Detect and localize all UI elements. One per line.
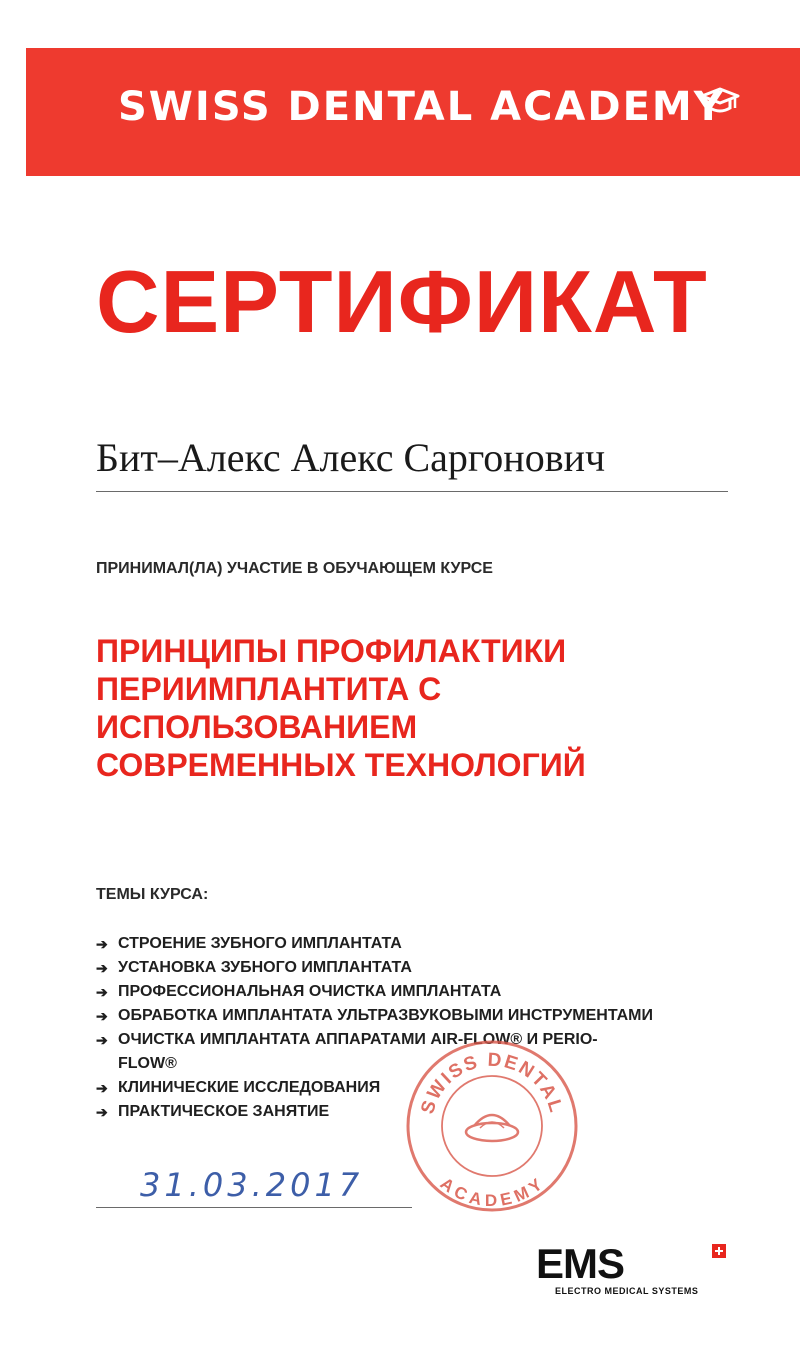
topic-item bbox=[96, 980, 656, 1004]
arrow-right-icon: ➔ bbox=[96, 1008, 108, 1024]
topics-heading: ТЕМЫ КУРСА: bbox=[96, 886, 209, 903]
arrow-right-icon: ➔ bbox=[96, 1104, 108, 1120]
ems-tagline: ELECTRO MEDICAL SYSTEMS bbox=[555, 1286, 699, 1296]
arrow-right-icon: ➔ bbox=[96, 984, 108, 1000]
certificate-date: 31.03.2017 bbox=[140, 1166, 364, 1204]
topic-item bbox=[96, 932, 656, 956]
recipient-underline bbox=[96, 491, 728, 492]
svg-text:ACADEMY: ACADEMY bbox=[436, 1173, 548, 1211]
graduation-cap-icon bbox=[698, 84, 742, 118]
swiss-cross-icon bbox=[712, 1244, 726, 1258]
course-title-line: СОВРЕМЕННЫХ ТЕХНОЛОГИЙ bbox=[96, 747, 586, 783]
course-title-line: ПРИНЦИПЫ ПРОФИЛАКТИКИ bbox=[96, 633, 567, 669]
header-banner bbox=[26, 48, 800, 176]
svg-text:SWISS DENTAL: SWISS DENTAL bbox=[417, 1049, 567, 1117]
course-title-line: ПЕРИИМПЛАНТИТА С bbox=[96, 671, 442, 707]
topic-text: УСТАНОВКА ЗУБНОГО ИМПЛАНТАТА bbox=[118, 959, 412, 976]
topic-text: ОЧИСТКА ИМПЛАНТАТА АППАРАТАМИ AIR-FLOW® И PERIO-FLOW® bbox=[118, 1031, 598, 1072]
academy-name: SWISS DENTAL ACADEMY bbox=[118, 84, 725, 130]
participation-text: ПРИНИМАЛ(ЛА) УЧАСТИЕ В ОБУЧАЮЩЕМ КУРСЕ bbox=[96, 560, 493, 577]
certificate-title: СЕРТИФИКАТ bbox=[96, 252, 708, 351]
topic-item bbox=[96, 1004, 656, 1028]
course-title-line: ИСПОЛЬЗОВАНИЕМ bbox=[96, 709, 418, 745]
academy-stamp bbox=[402, 1036, 582, 1216]
ems-logo: EMS bbox=[536, 1240, 625, 1287]
topic-text: ОБРАБОТКА ИМПЛАНТАТА УЛЬТРАЗВУКОВЫМИ ИНСТРУМЕНТАМИ bbox=[118, 1007, 653, 1024]
course-title bbox=[96, 632, 736, 784]
topic-text: КЛИНИЧЕСКИЕ ИССЛЕДОВАНИЯ bbox=[118, 1079, 381, 1096]
topic-text: СТРОЕНИЕ ЗУБНОГО ИМПЛАНТАТА bbox=[118, 935, 402, 952]
topic-text: ПРОФЕССИОНАЛЬНАЯ ОЧИСТКА ИМПЛАНТАТА bbox=[118, 983, 502, 1000]
date-underline bbox=[96, 1207, 412, 1208]
arrow-right-icon: ➔ bbox=[96, 1032, 108, 1048]
topic-item bbox=[96, 956, 656, 980]
arrow-right-icon: ➔ bbox=[96, 960, 108, 976]
arrow-right-icon: ➔ bbox=[96, 936, 108, 952]
arrow-right-icon: ➔ bbox=[96, 1080, 108, 1096]
topic-text: ПРАКТИЧЕСКОЕ ЗАНЯТИЕ bbox=[118, 1103, 330, 1120]
recipient-name: Бит–Алекс Алекс Саргонович bbox=[96, 435, 606, 480]
